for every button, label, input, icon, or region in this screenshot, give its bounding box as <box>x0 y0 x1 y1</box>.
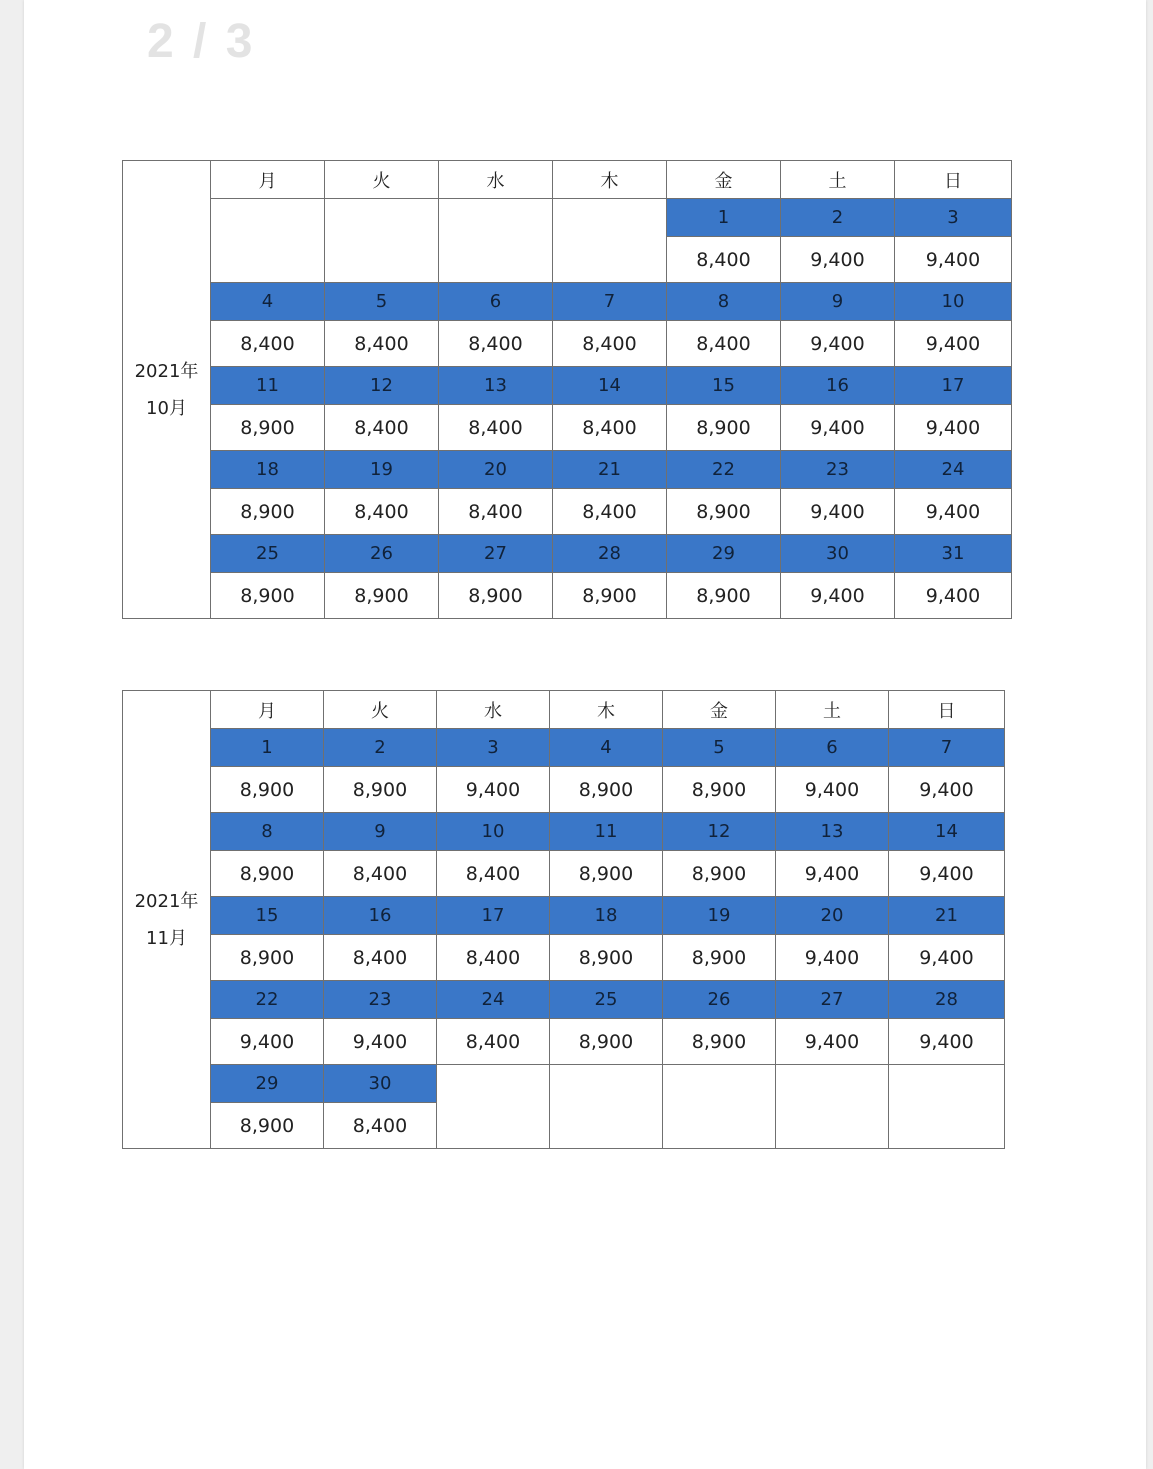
day-number-row <box>123 199 1012 237</box>
day-number-row <box>123 535 1012 573</box>
page-indicator: 2 / 3 <box>147 15 256 68</box>
day-number-row <box>123 283 1012 321</box>
day-number: 28 <box>889 981 1005 1019</box>
price-row <box>123 767 1005 813</box>
price-row <box>123 489 1012 535</box>
day-number: 3 <box>437 729 550 767</box>
price-value: 8,900 <box>211 767 324 813</box>
price-value: 9,400 <box>781 321 895 367</box>
month-label-cell <box>123 691 211 1149</box>
weekday-header: 金 <box>663 691 776 729</box>
price-value: 8,400 <box>553 405 667 451</box>
day-number: 13 <box>776 813 889 851</box>
day-number: 26 <box>325 535 439 573</box>
price-value: 9,400 <box>895 321 1012 367</box>
day-number: 2 <box>781 199 895 237</box>
day-number: 1 <box>667 199 781 237</box>
price-value: 8,400 <box>324 1103 437 1149</box>
price-value: 8,900 <box>211 1103 324 1149</box>
empty-day-cell <box>211 199 325 283</box>
price-value: 8,400 <box>439 321 553 367</box>
price-row <box>123 935 1005 981</box>
month-label-cell <box>123 161 211 619</box>
price-value: 9,400 <box>776 767 889 813</box>
price-value: 8,900 <box>663 851 776 897</box>
day-number: 22 <box>211 981 324 1019</box>
day-number: 26 <box>663 981 776 1019</box>
day-number: 29 <box>211 1065 324 1103</box>
weekday-header: 木 <box>553 161 667 199</box>
price-value: 9,400 <box>781 405 895 451</box>
price-value: 8,900 <box>667 405 781 451</box>
empty-day-cell <box>550 1065 663 1149</box>
price-value: 9,400 <box>776 935 889 981</box>
day-number: 7 <box>889 729 1005 767</box>
price-value: 8,400 <box>439 489 553 535</box>
day-number: 31 <box>895 535 1012 573</box>
empty-day-cell <box>439 199 553 283</box>
price-value: 8,900 <box>324 767 437 813</box>
day-number: 12 <box>325 367 439 405</box>
price-value: 9,400 <box>781 237 895 283</box>
day-number: 3 <box>895 199 1012 237</box>
empty-day-cell <box>553 199 667 283</box>
price-value: 8,400 <box>437 1019 550 1065</box>
weekday-header: 火 <box>324 691 437 729</box>
weekday-header: 土 <box>781 161 895 199</box>
price-value: 9,400 <box>895 237 1012 283</box>
weekday-header: 日 <box>889 691 1005 729</box>
day-number: 30 <box>781 535 895 573</box>
day-number-row <box>123 813 1005 851</box>
day-number-row <box>123 451 1012 489</box>
price-value: 8,900 <box>663 935 776 981</box>
day-number: 19 <box>663 897 776 935</box>
weekday-header-row <box>123 691 1005 729</box>
day-number-row <box>123 981 1005 1019</box>
empty-day-cell <box>325 199 439 283</box>
day-number: 17 <box>437 897 550 935</box>
weekday-header: 木 <box>550 691 663 729</box>
price-value: 9,400 <box>324 1019 437 1065</box>
day-number: 5 <box>325 283 439 321</box>
price-value: 9,400 <box>776 851 889 897</box>
empty-day-cell <box>663 1065 776 1149</box>
price-value: 8,900 <box>211 851 324 897</box>
price-value: 9,400 <box>889 1019 1005 1065</box>
day-number: 25 <box>550 981 663 1019</box>
day-number: 11 <box>211 367 325 405</box>
price-value: 9,400 <box>895 405 1012 451</box>
price-row <box>123 321 1012 367</box>
day-number: 30 <box>324 1065 437 1103</box>
month-label: 11月 <box>146 927 187 949</box>
weekday-header: 火 <box>325 161 439 199</box>
day-number: 9 <box>324 813 437 851</box>
day-number: 8 <box>667 283 781 321</box>
day-number: 2 <box>324 729 437 767</box>
day-number: 20 <box>439 451 553 489</box>
day-number: 4 <box>550 729 663 767</box>
weekday-header: 日 <box>895 161 1012 199</box>
day-number: 7 <box>553 283 667 321</box>
day-number: 11 <box>550 813 663 851</box>
weekday-header: 金 <box>667 161 781 199</box>
price-row <box>123 405 1012 451</box>
price-value: 8,400 <box>324 851 437 897</box>
day-number-row <box>123 729 1005 767</box>
day-number: 17 <box>895 367 1012 405</box>
price-value: 8,400 <box>439 405 553 451</box>
day-number: 21 <box>553 451 667 489</box>
day-number: 16 <box>324 897 437 935</box>
calendar-october-2021 <box>122 160 1012 619</box>
day-number: 13 <box>439 367 553 405</box>
day-number: 27 <box>776 981 889 1019</box>
day-number: 23 <box>324 981 437 1019</box>
day-number-row <box>123 897 1005 935</box>
price-value: 9,400 <box>437 767 550 813</box>
day-number: 15 <box>667 367 781 405</box>
day-number: 29 <box>667 535 781 573</box>
day-number: 22 <box>667 451 781 489</box>
weekday-header: 土 <box>776 691 889 729</box>
day-number: 6 <box>776 729 889 767</box>
price-value: 8,400 <box>325 321 439 367</box>
day-number: 9 <box>781 283 895 321</box>
day-number: 8 <box>211 813 324 851</box>
day-number: 27 <box>439 535 553 573</box>
price-row <box>123 573 1012 619</box>
day-number: 6 <box>439 283 553 321</box>
price-value: 8,400 <box>667 237 781 283</box>
price-value: 8,900 <box>439 573 553 619</box>
day-number: 21 <box>889 897 1005 935</box>
day-number: 23 <box>781 451 895 489</box>
weekday-header: 水 <box>437 691 550 729</box>
day-number: 28 <box>553 535 667 573</box>
day-number: 15 <box>211 897 324 935</box>
year-label: 2021年 <box>134 890 199 912</box>
price-value: 9,400 <box>781 573 895 619</box>
day-number: 5 <box>663 729 776 767</box>
weekday-header: 月 <box>211 161 325 199</box>
day-number: 14 <box>889 813 1005 851</box>
price-value: 9,400 <box>895 573 1012 619</box>
day-number: 25 <box>211 535 325 573</box>
price-value: 8,900 <box>663 767 776 813</box>
price-value: 8,900 <box>663 1019 776 1065</box>
day-number: 16 <box>781 367 895 405</box>
price-row <box>123 1019 1005 1065</box>
day-number: 4 <box>211 283 325 321</box>
price-value: 8,900 <box>667 489 781 535</box>
day-number: 14 <box>553 367 667 405</box>
price-value: 8,400 <box>325 405 439 451</box>
price-value: 8,900 <box>550 935 663 981</box>
price-value: 8,900 <box>550 1019 663 1065</box>
price-value: 8,400 <box>211 321 325 367</box>
price-value: 8,900 <box>211 573 325 619</box>
price-value: 8,900 <box>550 767 663 813</box>
price-value: 8,900 <box>325 573 439 619</box>
price-value: 8,400 <box>553 321 667 367</box>
price-value: 8,900 <box>667 573 781 619</box>
day-number: 18 <box>550 897 663 935</box>
day-number-row <box>123 1065 1005 1103</box>
price-value: 9,400 <box>889 851 1005 897</box>
empty-day-cell <box>776 1065 889 1149</box>
weekday-header: 月 <box>211 691 324 729</box>
price-value: 9,400 <box>776 1019 889 1065</box>
empty-day-cell <box>889 1065 1005 1149</box>
price-value: 8,400 <box>553 489 667 535</box>
day-number: 10 <box>437 813 550 851</box>
month-label: 10月 <box>146 397 187 419</box>
price-value: 8,900 <box>211 405 325 451</box>
calendar-november-2021 <box>122 690 1005 1149</box>
price-value: 8,400 <box>667 321 781 367</box>
price-value: 9,400 <box>895 489 1012 535</box>
price-row <box>123 851 1005 897</box>
price-value: 8,900 <box>553 573 667 619</box>
day-number: 18 <box>211 451 325 489</box>
day-number: 10 <box>895 283 1012 321</box>
price-value: 8,400 <box>325 489 439 535</box>
day-number: 19 <box>325 451 439 489</box>
weekday-header-row <box>123 161 1012 199</box>
day-number: 20 <box>776 897 889 935</box>
day-number: 1 <box>211 729 324 767</box>
price-value: 8,900 <box>211 489 325 535</box>
day-number: 24 <box>895 451 1012 489</box>
price-value: 8,900 <box>550 851 663 897</box>
price-value: 9,400 <box>889 767 1005 813</box>
day-number: 24 <box>437 981 550 1019</box>
price-value: 8,400 <box>324 935 437 981</box>
price-value: 8,400 <box>437 935 550 981</box>
day-number: 12 <box>663 813 776 851</box>
price-value: 9,400 <box>889 935 1005 981</box>
weekday-header: 水 <box>439 161 553 199</box>
price-value: 9,400 <box>781 489 895 535</box>
year-label: 2021年 <box>134 360 199 382</box>
price-value: 8,900 <box>211 935 324 981</box>
price-value: 9,400 <box>211 1019 324 1065</box>
empty-day-cell <box>437 1065 550 1149</box>
day-number-row <box>123 367 1012 405</box>
price-value: 8,400 <box>437 851 550 897</box>
